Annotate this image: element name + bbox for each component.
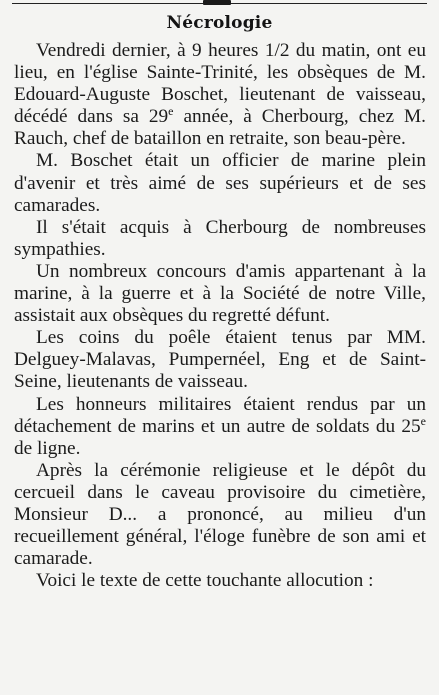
paragraph-3: Il s'était acquis à Cherbourg de nombreuses sympathies.: [14, 216, 426, 260]
paragraph-4: Un nombreux concours d'amis appartenant à la marine, à la guerre et à la Société de notre Ville, assistait aux obsèques du regretté défunt.: [14, 260, 426, 327]
paragraph-1: Vendredi dernier, à 9 heures 1/2 du matin, ont eu lieu, en l'église Sainte-Trinité, les obsèques de M. Edouard-Auguste Boschet, lieutenant de vaisseau, décédé dans sa 29e année, à Cherbourg, chez M. Rauch, chef de bataillon en retraite, son beau-père.: [14, 40, 426, 150]
article-body: [14, 40, 426, 592]
paragraph-7: Après la cérémonie religieuse et le dépôt du cercueil dans le caveau provisoire du cimetière, Monsieur D... a prononcé, au milieu d'un recueillement général, l'éloge funèbre de son ami et camarade.: [14, 459, 426, 570]
paragraph-5: Les coins du poêle étaient tenus par MM. Delguey-Malavas, Pumpernéel, Eng et de Saint-Seine, lieutenants de vaisseau.: [14, 327, 426, 393]
article-headline: Nécrologie: [166, 13, 273, 33]
paragraph-6: Les honneurs militaires étaient rendus par un détachement de marins et un autre de soldats du 25e de ligne.: [14, 393, 426, 459]
paragraph-8: Voici le texte de cette touchante allocution :: [36, 570, 374, 592]
paragraph-2: M. Boschet était un officier de marine plein d'avenir et très aimé de ses supérieurs et de ses camarades.: [14, 150, 426, 216]
top-ornament: [203, 0, 231, 5]
